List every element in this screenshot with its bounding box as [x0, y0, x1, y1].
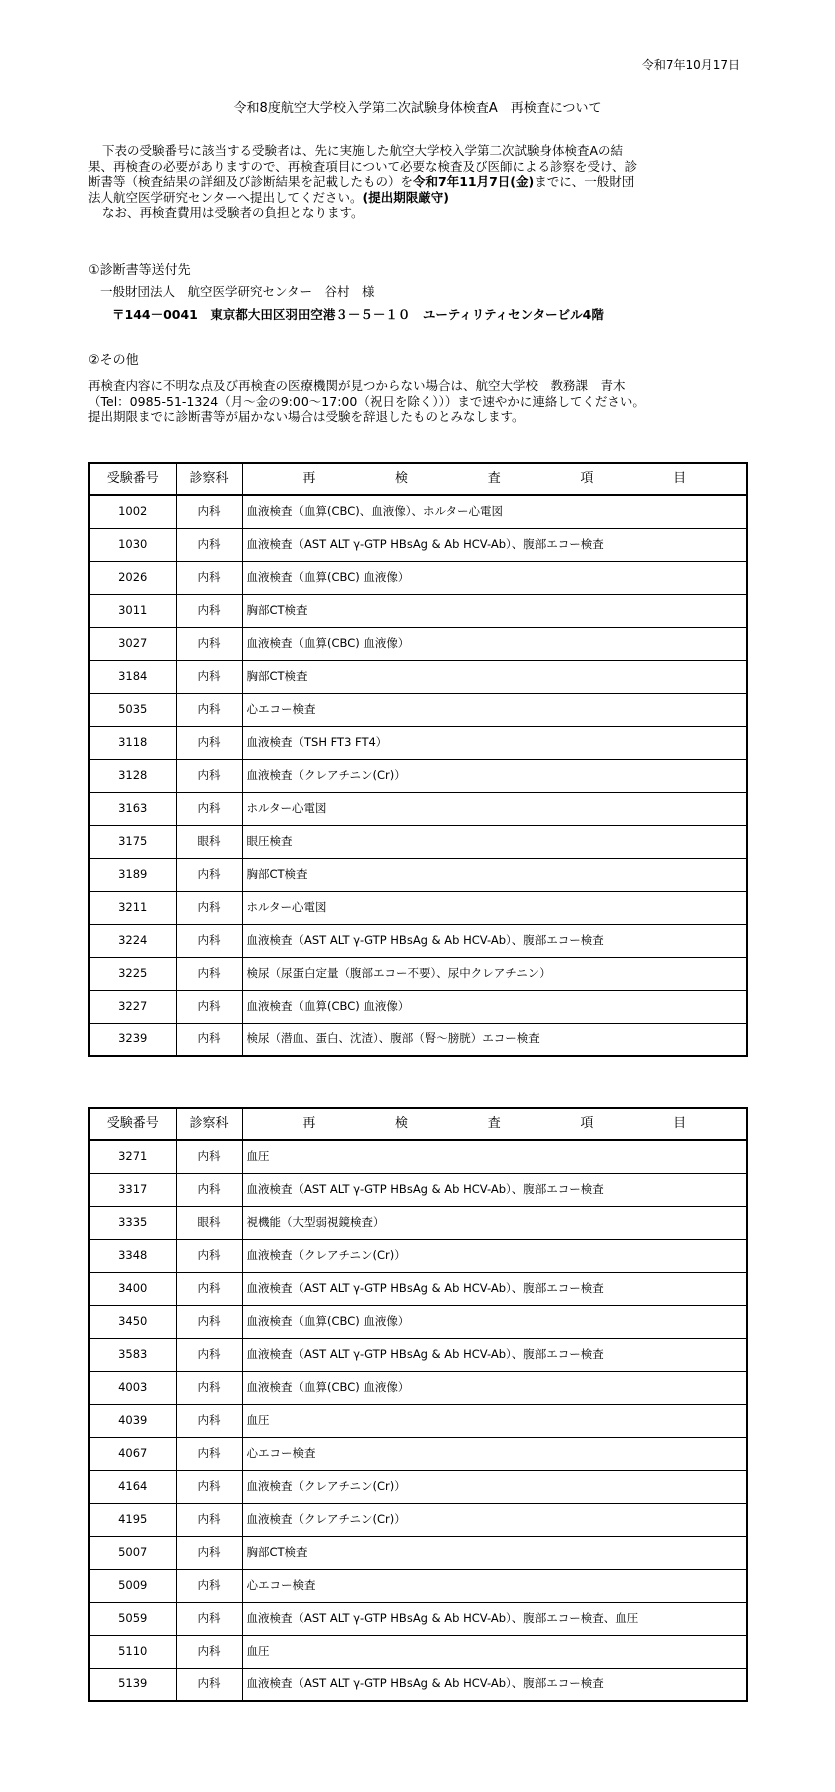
deadline-date: 令和7年11月7日(金) — [413, 174, 535, 189]
section2-line: 提出期限までに診断書等が届かない場合は受験を辞退したものとみなします。 — [88, 409, 525, 424]
dept-cell: 内科 — [176, 693, 242, 726]
retest-table-1 — [88, 462, 748, 1057]
dept-cell: 眼科 — [176, 825, 242, 858]
header-exam-no: 受験番号 — [89, 1108, 176, 1140]
retest-item-cell: 血液検査（AST ALT γ-GTP HBsAg & Ab HCV-Ab）、腹部エコー検査 — [242, 924, 747, 957]
table-row — [89, 1536, 747, 1569]
dept-cell: 内科 — [176, 990, 242, 1023]
retest-item-cell: 血圧 — [242, 1635, 747, 1668]
retest-item-cell: 胸部CT検査 — [242, 1536, 747, 1569]
table-row — [89, 561, 747, 594]
header-exam-no: 受験番号 — [89, 463, 176, 495]
retest-item-cell: 心エコー検査 — [242, 1569, 747, 1602]
exam-no-cell: 4195 — [89, 1503, 176, 1536]
section2-heading: ②その他 — [88, 353, 139, 368]
header-items-char: 項 — [580, 471, 594, 487]
table-row — [89, 759, 747, 792]
table-row — [89, 891, 747, 924]
header-items-char: 検 — [395, 471, 409, 487]
dept-cell: 内科 — [176, 1173, 242, 1206]
dept-cell: 内科 — [176, 1023, 242, 1056]
header-items-char: 再 — [302, 1116, 316, 1132]
dept-cell: 内科 — [176, 1503, 242, 1536]
table-row — [89, 1371, 747, 1404]
dept-cell: 内科 — [176, 1371, 242, 1404]
retest-item-cell: 血液検査（クレアチニン(Cr)） — [242, 1239, 747, 1272]
section1-heading: ①診断書等送付先 — [88, 263, 191, 278]
exam-no-cell: 5059 — [89, 1602, 176, 1635]
retest-item-cell: 血液検査（AST ALT γ-GTP HBsAg & Ab HCV-Ab）、腹部エコー検査、血圧 — [242, 1602, 747, 1635]
dept-cell: 内科 — [176, 1140, 242, 1173]
exam-no-cell: 1030 — [89, 528, 176, 561]
exam-no-cell: 2026 — [89, 561, 176, 594]
exam-no-cell: 3450 — [89, 1305, 176, 1338]
table-row — [89, 1173, 747, 1206]
exam-no-cell: 4039 — [89, 1404, 176, 1437]
section1-address: 〒144－0041 東京都大田区羽田空港３－５－１０ ユーティリティセンタービル4階 — [112, 307, 604, 322]
exam-no-cell: 3118 — [89, 726, 176, 759]
table-row — [89, 1305, 747, 1338]
exam-no-cell: 4003 — [89, 1371, 176, 1404]
retest-item-cell: 胸部CT検査 — [242, 660, 747, 693]
exam-no-cell: 4164 — [89, 1470, 176, 1503]
exam-no-cell: 5009 — [89, 1569, 176, 1602]
table-row — [89, 1338, 747, 1371]
exam-no-cell: 3027 — [89, 627, 176, 660]
intro-line — [88, 174, 748, 190]
table-row — [89, 528, 747, 561]
intro-text: 法人航空医学研究センターへ提出してください。 — [88, 189, 363, 205]
retest-item-cell: 血液検査（クレアチニン(Cr)） — [242, 1470, 747, 1503]
exam-no-cell: 3317 — [89, 1173, 176, 1206]
retest-item-cell: 血液検査（AST ALT γ-GTP HBsAg & Ab HCV-Ab）、腹部エコー検査 — [242, 528, 747, 561]
dept-cell: 内科 — [176, 528, 242, 561]
exam-no-cell: 3011 — [89, 594, 176, 627]
exam-no-cell: 3335 — [89, 1206, 176, 1239]
dept-cell: 内科 — [176, 792, 242, 825]
page-title: 令和8度航空大学校入学第二次試験身体検査A 再検査について — [233, 101, 602, 116]
table-row — [89, 990, 747, 1023]
dept-cell: 内科 — [176, 1239, 242, 1272]
table-row — [89, 594, 747, 627]
table-row — [89, 1206, 747, 1239]
exam-no-cell: 5035 — [89, 693, 176, 726]
table-row — [89, 1503, 747, 1536]
deadline-strict-note: (提出期限厳守) — [362, 189, 449, 205]
retest-item-cell: ホルター心電図 — [242, 792, 747, 825]
exam-no-cell: 5139 — [89, 1668, 176, 1701]
dept-cell: 内科 — [176, 1569, 242, 1602]
dept-cell: 内科 — [176, 759, 242, 792]
retest-item-cell: 血圧 — [242, 1140, 747, 1173]
table-row — [89, 1668, 747, 1701]
dept-cell: 内科 — [176, 1437, 242, 1470]
dept-cell: 内科 — [176, 1305, 242, 1338]
exam-no-cell: 3189 — [89, 858, 176, 891]
dept-cell: 内科 — [176, 957, 242, 990]
retest-item-cell: 検尿（尿蛋白定量（腹部エコー不要）、尿中クレアチニン） — [242, 957, 747, 990]
exam-no-cell: 5007 — [89, 1536, 176, 1569]
exam-no-cell: 4067 — [89, 1437, 176, 1470]
header-items-char: 項 — [580, 1116, 594, 1132]
issue-date: 令和7年10月17日 — [641, 58, 740, 72]
retest-table-2 — [88, 1107, 748, 1702]
intro-line: なお、再検査費用は受験者の負担となります。 — [102, 205, 364, 220]
table-row — [89, 957, 747, 990]
header-items-char: 目 — [673, 471, 687, 487]
section2-line: （Tel：0985-51-1324（月～金の9:00～17:00（祝日を除く）））まで速やかに連絡してください。 — [88, 393, 645, 409]
header-items — [242, 1108, 747, 1140]
table-body — [89, 1140, 747, 1701]
table-row — [89, 627, 747, 660]
intro-paragraph — [88, 143, 748, 221]
dept-cell: 内科 — [176, 726, 242, 759]
dept-cell: 内科 — [176, 1635, 242, 1668]
exam-no-cell: 3211 — [89, 891, 176, 924]
retest-item-cell: 胸部CT検査 — [242, 858, 747, 891]
dept-cell: 内科 — [176, 495, 242, 528]
table-row — [89, 1272, 747, 1305]
retest-item-cell: 血液検査（血算(CBC) 血液像） — [242, 627, 747, 660]
intro-line — [88, 190, 748, 206]
intro-line: 果、再検査の必要がありますので、再検査項目について必要な検査及び医師による診察を受け、診 — [88, 158, 638, 174]
table-row — [89, 1602, 747, 1635]
table-row — [89, 825, 747, 858]
exam-no-cell: 3239 — [89, 1023, 176, 1056]
dept-cell: 内科 — [176, 1668, 242, 1701]
retest-item-cell: 心エコー検査 — [242, 1437, 747, 1470]
table-header-row — [89, 463, 747, 495]
retest-item-cell: 血液検査（AST ALT γ-GTP HBsAg & Ab HCV-Ab）、腹部エコー検査 — [242, 1338, 747, 1371]
retest-item-cell: 血液検査（TSH FT3 FT4） — [242, 726, 747, 759]
dept-cell: 内科 — [176, 1602, 242, 1635]
retest-item-cell: 血液検査（血算(CBC) 血液像） — [242, 1305, 747, 1338]
table-row — [89, 726, 747, 759]
retest-item-cell: 血液検査（血算(CBC) 血液像） — [242, 990, 747, 1023]
dept-cell: 内科 — [176, 858, 242, 891]
table-row — [89, 924, 747, 957]
retest-item-cell: 心エコー検査 — [242, 693, 747, 726]
exam-no-cell: 3271 — [89, 1140, 176, 1173]
retest-item-cell: 血液検査（AST ALT γ-GTP HBsAg & Ab HCV-Ab）、腹部エコー検査 — [242, 1668, 747, 1701]
intro-line: 下表の受験番号に該当する受験者は、先に実施した航空大学校入学第二次試験身体検査Aの結 — [102, 143, 624, 158]
retest-item-cell: 眼圧検査 — [242, 825, 747, 858]
exam-no-cell: 3184 — [89, 660, 176, 693]
table-row — [89, 660, 747, 693]
table-header-row — [89, 1108, 747, 1140]
intro-text: までに、一般財団 — [534, 174, 635, 189]
retest-item-cell: 視機能（大型弱視鏡検査） — [242, 1206, 747, 1239]
table-row — [89, 693, 747, 726]
table-row — [89, 792, 747, 825]
dept-cell: 眼科 — [176, 1206, 242, 1239]
retest-item-cell: ホルター心電図 — [242, 891, 747, 924]
dept-cell: 内科 — [176, 891, 242, 924]
dept-cell: 内科 — [176, 561, 242, 594]
dept-cell: 内科 — [176, 627, 242, 660]
retest-item-cell: 血液検査（クレアチニン(Cr)） — [242, 1503, 747, 1536]
table-row — [89, 1437, 747, 1470]
retest-item-cell: 血液検査（クレアチニン(Cr)） — [242, 759, 747, 792]
dept-cell: 内科 — [176, 1338, 242, 1371]
retest-item-cell: 検尿（潜血、蛋白、沈渣）、腹部（腎～膀胱）エコー検査 — [242, 1023, 747, 1056]
dept-cell: 内科 — [176, 1272, 242, 1305]
header-items-char: 査 — [487, 471, 501, 487]
header-items-char: 目 — [673, 1116, 687, 1132]
table-row — [89, 1239, 747, 1272]
dept-cell: 内科 — [176, 1404, 242, 1437]
header-items — [242, 463, 747, 495]
exam-no-cell: 3175 — [89, 825, 176, 858]
table-row — [89, 1470, 747, 1503]
table-row — [89, 495, 747, 528]
retest-item-cell: 血液検査（AST ALT γ-GTP HBsAg & Ab HCV-Ab）、腹部エコー検査 — [242, 1272, 747, 1305]
header-items-char: 査 — [487, 1116, 501, 1132]
retest-item-cell: 血圧 — [242, 1404, 747, 1437]
exam-no-cell: 3128 — [89, 759, 176, 792]
dept-cell: 内科 — [176, 1470, 242, 1503]
exam-no-cell: 3400 — [89, 1272, 176, 1305]
dept-cell: 内科 — [176, 1536, 242, 1569]
intro-text: 断書等（検査結果の詳細及び診断結果を記載したもの）を — [88, 174, 414, 189]
retest-item-cell: 胸部CT検査 — [242, 594, 747, 627]
table-row — [89, 1023, 747, 1056]
exam-no-cell: 3224 — [89, 924, 176, 957]
table-row — [89, 1569, 747, 1602]
table-row — [89, 858, 747, 891]
retest-item-cell: 血液検査（AST ALT γ-GTP HBsAg & Ab HCV-Ab）、腹部エコー検査 — [242, 1173, 747, 1206]
exam-no-cell: 3583 — [89, 1338, 176, 1371]
header-items-char: 検 — [395, 1116, 409, 1132]
table-row — [89, 1404, 747, 1437]
exam-no-cell: 3348 — [89, 1239, 176, 1272]
exam-no-cell: 3227 — [89, 990, 176, 1023]
retest-item-cell: 血液検査（血算(CBC)、血液像）、ホルター心電図 — [242, 495, 747, 528]
dept-cell: 内科 — [176, 924, 242, 957]
header-dept: 診察科 — [176, 1108, 242, 1140]
exam-no-cell: 3163 — [89, 792, 176, 825]
exam-no-cell: 1002 — [89, 495, 176, 528]
dept-cell: 内科 — [176, 594, 242, 627]
header-dept: 診察科 — [176, 463, 242, 495]
table-row — [89, 1140, 747, 1173]
section1-addressee: 一般財団法人 航空医学研究センター 谷村 様 — [100, 284, 375, 299]
dept-cell: 内科 — [176, 660, 242, 693]
table-body — [89, 495, 747, 1056]
section2-line: 再検査内容に不明な点及び再検査の医療機関が見つからない場合は、航空大学校 教務課 青木 — [88, 378, 626, 393]
table-row — [89, 1635, 747, 1668]
retest-item-cell: 血液検査（血算(CBC) 血液像） — [242, 1371, 747, 1404]
header-items-char: 再 — [302, 471, 316, 487]
retest-item-cell: 血液検査（血算(CBC) 血液像） — [242, 561, 747, 594]
exam-no-cell: 5110 — [89, 1635, 176, 1668]
section2-paragraph — [88, 378, 748, 425]
exam-no-cell: 3225 — [89, 957, 176, 990]
